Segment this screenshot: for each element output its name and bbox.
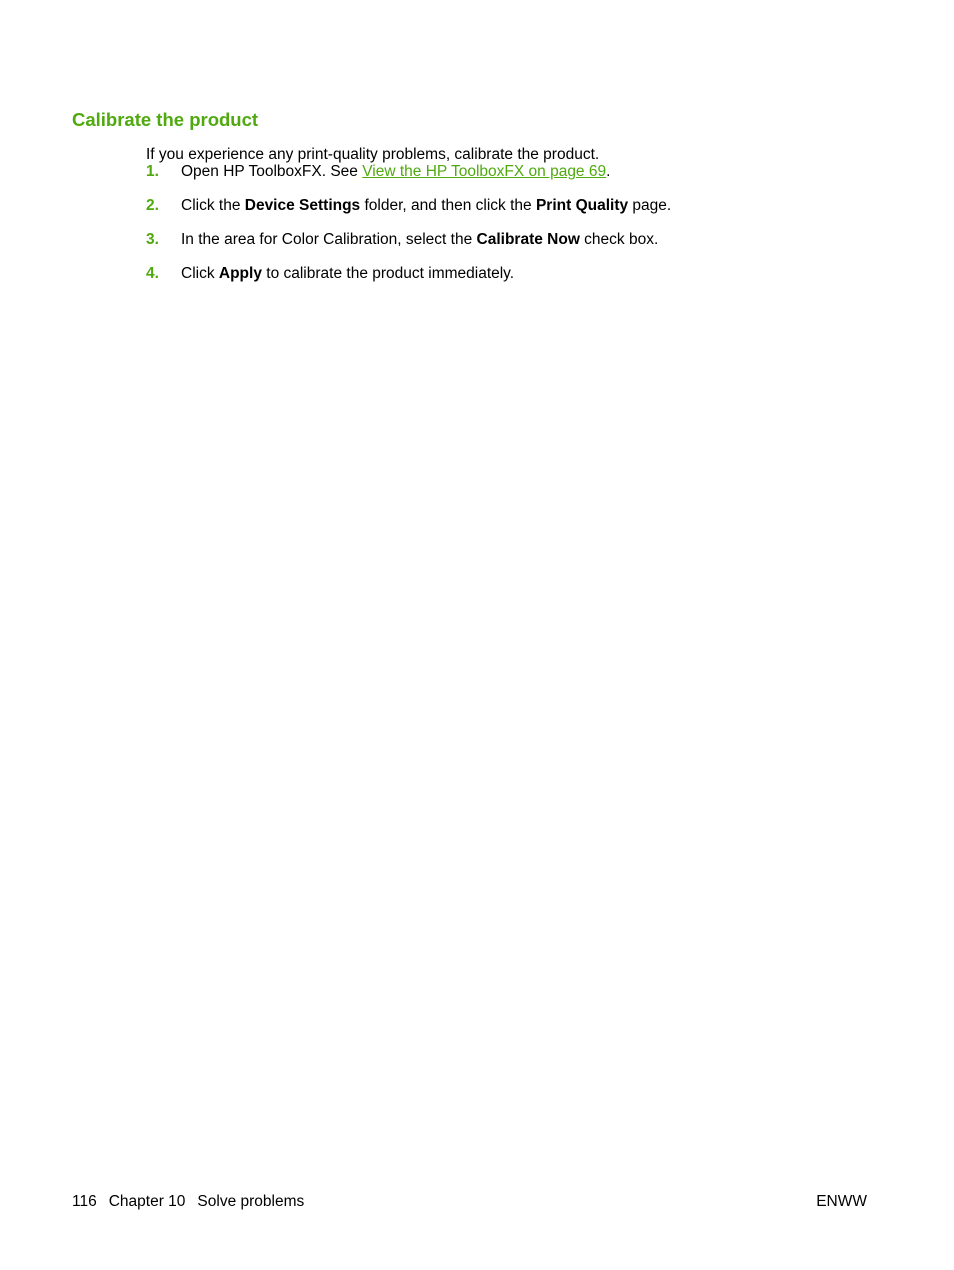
- step-number: 1.: [146, 163, 159, 180]
- apply-label: Apply: [218, 265, 262, 282]
- step-text: In the area for Color Calibration, select the Calibrate Now check box.: [181, 231, 659, 248]
- device-settings-label: Device Settings: [244, 197, 361, 214]
- step-number: 3.: [146, 231, 159, 248]
- calibrate-now-label: Calibrate Now: [476, 231, 580, 248]
- step-text: Click the Device Settings folder, and then click the Print Quality page.: [181, 197, 672, 214]
- locale-code: ENWW: [816, 1193, 867, 1210]
- section-title: Calibrate the product: [72, 109, 259, 131]
- toolboxfx-link[interactable]: View the HP ToolboxFX on page 69: [362, 163, 607, 180]
- print-quality-label: Print Quality: [535, 197, 629, 214]
- chapter-title: Solve problems: [197, 1193, 305, 1210]
- page-number: 116: [72, 1193, 97, 1210]
- step-number: 4.: [146, 265, 159, 282]
- step-number: 2.: [146, 197, 159, 214]
- intro-paragraph: If you experience any print-quality problems, calibrate the product.: [146, 145, 600, 163]
- step-text: Open HP ToolboxFX. See View the HP ToolboxFX on page 69.: [181, 163, 611, 180]
- chapter-label: Chapter 10: [108, 1193, 186, 1210]
- step-text: Click Apply to calibrate the product immediately.: [181, 265, 515, 282]
- page-footer-left: [72, 1193, 304, 1211]
